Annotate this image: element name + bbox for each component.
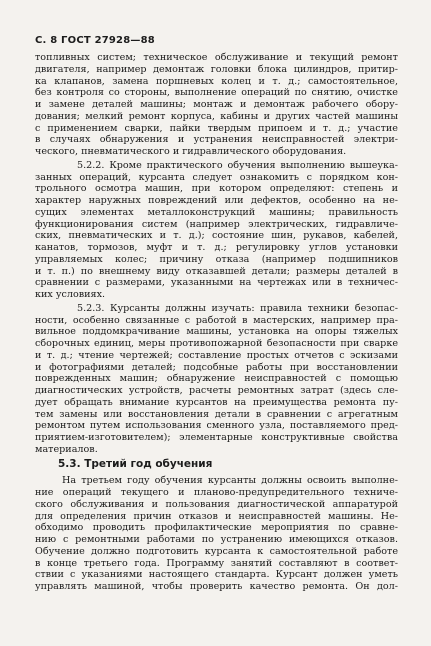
text-line: ких условиях. — [35, 289, 106, 300]
text-line: Обучение должно подготовить курсанта к самостоятельной работе — [35, 545, 398, 557]
text-line: ка клапанов, замена поршневых колец и т. д.; самостоятельное, — [35, 75, 398, 87]
paragraph-5-3-first-line: На третьем году обучения курсанты должны освоить выполне- — [62, 475, 398, 487]
text-line: сущих элементах металлоконструкций машины; правильность — [35, 206, 398, 218]
section-heading: 5.3. Третий год обучения — [58, 457, 213, 470]
text-line: диагностических устройств, расчеты ремонтных затрат (здесь сле- — [35, 385, 398, 396]
text-line: характер наружных повреждений или дефектов, особенно на не- — [35, 195, 398, 206]
text-line: ских, пневматических и т. д.); состояние шин, рукавов, кабелей, — [35, 230, 398, 242]
text-line: занных операций, курсанта следует ознакомить с порядком кон- — [35, 171, 398, 183]
text-line: ческого, пневматического и гидравлического оборудования. — [35, 146, 347, 157]
text-line: сравнении с размерами, указанными на чертежах или в техничес- — [35, 277, 398, 289]
text-line: нию с ремонтными работами по устранению имеющихся отказов. — [35, 534, 398, 545]
text-line: дования; мелкий ремонт корпуса, кабины и других частей машины — [35, 110, 398, 122]
text-line: поврежденных машин; обнаружение неисправностей с помощью — [35, 373, 398, 385]
text-line: материалов. — [35, 443, 98, 455]
text-line: ствии с указаниями настоящего стандарта. Курсант должен уметь — [35, 569, 398, 581]
text-line: трольного осмотра машин, при котором определяют: степень и — [35, 183, 398, 195]
text-line: и замене деталей машины; монтаж и демонтаж рабочего обору- — [35, 99, 398, 110]
paragraph-5-2-3-first-line: 5.2.3. Курсанты должны изучать: правила техники безопас- — [77, 302, 398, 314]
text-line: без контроля со стороны, выполнение операций по снятию, очистке — [35, 87, 398, 99]
text-line: для определения причин отказов и неисправностей машины. Не- — [35, 510, 398, 522]
text-line: и т. п.) по внешнему виду отказавшей детали; размеры деталей в — [35, 265, 398, 277]
text-line: ремонтом путем использования сменного узла, поставляемого пред- — [35, 420, 398, 432]
text-line: ского обслуживания и пользования диагностической аппаратурой — [35, 498, 398, 510]
text-line: управлять машиной, чтобы проверить качество ремонта. Он дол- — [35, 581, 398, 592]
text-line: и т. д.; чтение чертежей; составление простых отчетов с эскизами — [35, 349, 398, 361]
page-header: С. 8 ГОСТ 27928—88 — [35, 35, 155, 46]
text-line: вильное поддомкрачивание машины, установка на опоры тяжелых — [35, 326, 398, 338]
text-line: двигателя, например демонтаж головки блока цилиндров, притир- — [35, 63, 398, 75]
text-line: управляемых колес; причину отказа (например подшипников — [35, 253, 398, 265]
text-line: обходимо проводить профилактические мероприятия по сравне- — [35, 522, 398, 534]
text-line: ние операций текущего и планово-предупредительного техниче- — [35, 487, 398, 498]
text-line: сборочных единиц, меры противопожарной безопасности при сварке — [35, 338, 398, 349]
text-line: в конце третьего года. Программу занятий составляют в соответ- — [35, 557, 398, 569]
text-line: тем замены или восстановления детали в сравнении с агрегатным — [35, 408, 398, 420]
text-line: канатов, тормозов, муфт и т. д.; регулировку углов установки — [35, 242, 398, 253]
text-line: ности, особенно связанные с работой в мастерских, например пра- — [35, 314, 398, 326]
paragraph-5-2-2-first-line: 5.2.2. Кроме практического обучения выполнению вышеука- — [77, 159, 398, 171]
text-line: приятием-изготовителем); элементарные конструктивные свойства — [35, 432, 398, 443]
text-line: топливных систем; техническое обслуживание и текущий ремонт — [35, 52, 398, 63]
text-line: дует обращать внимание курсантов на преимущества ремонта пу- — [35, 396, 398, 408]
text-line: и фотографиями деталей; подсобные работы при восстановлении — [35, 361, 398, 373]
text-line: в случаях обнаружения и устранения неисправностей электри- — [35, 134, 398, 146]
text-line: с применением сварки, пайки твердым припоем и т. д.; участие — [35, 122, 398, 134]
text-line: функционирования систем (например электрических, гидравличе- — [35, 218, 398, 230]
